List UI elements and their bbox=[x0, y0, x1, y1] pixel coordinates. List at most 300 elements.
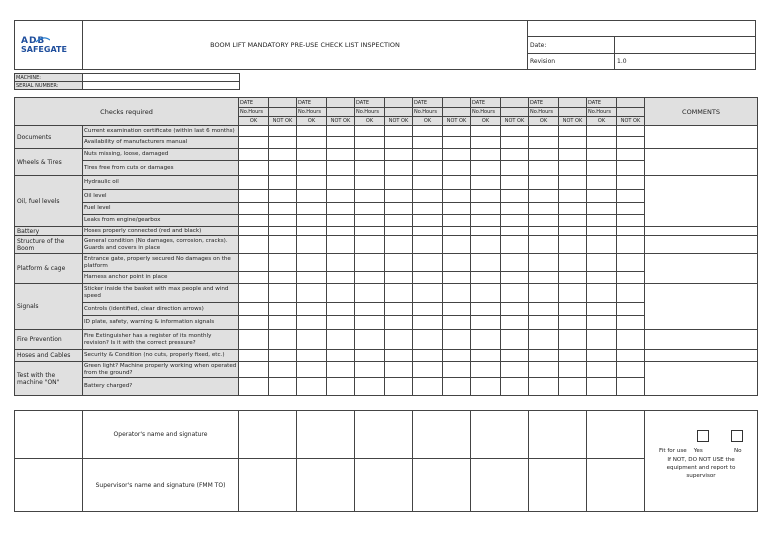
not-ok-cell[interactable] bbox=[501, 126, 529, 137]
ok-cell[interactable] bbox=[297, 362, 327, 378]
supervisor-signature-field[interactable] bbox=[471, 459, 529, 512]
ok-cell[interactable] bbox=[529, 272, 559, 284]
supervisor-signature-field[interactable] bbox=[239, 459, 297, 512]
ok-cell[interactable] bbox=[587, 362, 617, 378]
not-ok-cell[interactable] bbox=[327, 330, 355, 350]
ok-cell[interactable] bbox=[239, 316, 269, 330]
not-ok-cell[interactable] bbox=[443, 190, 471, 203]
not-ok-cell[interactable] bbox=[385, 137, 413, 149]
comment-cell[interactable] bbox=[645, 227, 758, 236]
ok-cell[interactable] bbox=[471, 137, 501, 149]
date-field-2[interactable] bbox=[327, 98, 355, 108]
not-ok-cell[interactable] bbox=[385, 272, 413, 284]
not-ok-cell[interactable] bbox=[327, 236, 355, 254]
ok-cell[interactable] bbox=[297, 378, 327, 396]
ok-cell[interactable] bbox=[529, 362, 559, 378]
not-ok-cell[interactable] bbox=[559, 303, 587, 316]
ok-cell[interactable] bbox=[355, 350, 385, 362]
not-ok-cell[interactable] bbox=[617, 316, 645, 330]
not-ok-cell[interactable] bbox=[327, 149, 355, 161]
comment-cell[interactable] bbox=[645, 254, 758, 284]
not-ok-cell[interactable] bbox=[443, 284, 471, 303]
not-ok-cell[interactable] bbox=[443, 303, 471, 316]
date-field-6[interactable] bbox=[559, 98, 587, 108]
not-ok-cell[interactable] bbox=[617, 330, 645, 350]
ok-cell[interactable] bbox=[587, 272, 617, 284]
hours-field-4[interactable] bbox=[443, 108, 471, 117]
ok-cell[interactable] bbox=[355, 254, 385, 272]
ok-cell[interactable] bbox=[413, 227, 443, 236]
operator-signature-field[interactable] bbox=[355, 411, 413, 459]
ok-cell[interactable] bbox=[529, 161, 559, 176]
ok-cell[interactable] bbox=[587, 190, 617, 203]
not-ok-cell[interactable] bbox=[385, 227, 413, 236]
ok-cell[interactable] bbox=[413, 176, 443, 190]
not-ok-cell[interactable] bbox=[385, 161, 413, 176]
ok-cell[interactable] bbox=[529, 303, 559, 316]
ok-cell[interactable] bbox=[529, 176, 559, 190]
ok-cell[interactable] bbox=[413, 378, 443, 396]
not-ok-cell[interactable] bbox=[617, 254, 645, 272]
not-ok-cell[interactable] bbox=[443, 254, 471, 272]
not-ok-cell[interactable] bbox=[443, 137, 471, 149]
supervisor-signature-field[interactable] bbox=[355, 459, 413, 512]
not-ok-cell[interactable] bbox=[327, 176, 355, 190]
ok-cell[interactable] bbox=[413, 272, 443, 284]
not-ok-cell[interactable] bbox=[501, 303, 529, 316]
ok-cell[interactable] bbox=[355, 227, 385, 236]
not-ok-cell[interactable] bbox=[327, 362, 355, 378]
ok-cell[interactable] bbox=[297, 149, 327, 161]
not-ok-cell[interactable] bbox=[617, 161, 645, 176]
ok-cell[interactable] bbox=[587, 176, 617, 190]
ok-cell[interactable] bbox=[529, 254, 559, 272]
ok-cell[interactable] bbox=[587, 161, 617, 176]
not-ok-cell[interactable] bbox=[559, 378, 587, 396]
not-ok-cell[interactable] bbox=[385, 215, 413, 227]
ok-cell[interactable] bbox=[471, 362, 501, 378]
ok-cell[interactable] bbox=[529, 203, 559, 215]
operator-signature-field[interactable] bbox=[529, 411, 587, 459]
ok-cell[interactable] bbox=[529, 350, 559, 362]
hours-field-3[interactable] bbox=[385, 108, 413, 117]
ok-cell[interactable] bbox=[355, 303, 385, 316]
comment-cell[interactable] bbox=[645, 284, 758, 330]
not-ok-cell[interactable] bbox=[385, 176, 413, 190]
not-ok-cell[interactable] bbox=[501, 330, 529, 350]
comment-cell[interactable] bbox=[645, 236, 758, 254]
not-ok-cell[interactable] bbox=[617, 176, 645, 190]
ok-cell[interactable] bbox=[471, 227, 501, 236]
not-ok-cell[interactable] bbox=[559, 203, 587, 215]
not-ok-cell[interactable] bbox=[501, 176, 529, 190]
ok-cell[interactable] bbox=[355, 330, 385, 350]
ok-cell[interactable] bbox=[239, 330, 269, 350]
not-ok-cell[interactable] bbox=[559, 161, 587, 176]
not-ok-cell[interactable] bbox=[559, 284, 587, 303]
not-ok-cell[interactable] bbox=[559, 126, 587, 137]
operator-signature-field[interactable] bbox=[239, 411, 297, 459]
ok-cell[interactable] bbox=[297, 316, 327, 330]
ok-cell[interactable] bbox=[355, 362, 385, 378]
operator-signature-field[interactable] bbox=[471, 411, 529, 459]
not-ok-cell[interactable] bbox=[501, 284, 529, 303]
not-ok-cell[interactable] bbox=[269, 362, 297, 378]
ok-cell[interactable] bbox=[355, 236, 385, 254]
ok-cell[interactable] bbox=[529, 126, 559, 137]
not-ok-cell[interactable] bbox=[269, 137, 297, 149]
ok-cell[interactable] bbox=[355, 137, 385, 149]
not-ok-cell[interactable] bbox=[443, 227, 471, 236]
not-ok-cell[interactable] bbox=[443, 272, 471, 284]
not-ok-cell[interactable] bbox=[559, 190, 587, 203]
ok-cell[interactable] bbox=[297, 227, 327, 236]
ok-cell[interactable] bbox=[297, 272, 327, 284]
not-ok-cell[interactable] bbox=[501, 350, 529, 362]
date-field[interactable] bbox=[615, 37, 756, 54]
not-ok-cell[interactable] bbox=[269, 126, 297, 137]
ok-cell[interactable] bbox=[529, 190, 559, 203]
not-ok-cell[interactable] bbox=[269, 254, 297, 272]
ok-cell[interactable] bbox=[587, 303, 617, 316]
supervisor-signature-field[interactable] bbox=[297, 459, 355, 512]
comment-cell[interactable] bbox=[645, 126, 758, 149]
not-ok-cell[interactable] bbox=[617, 227, 645, 236]
ok-cell[interactable] bbox=[471, 316, 501, 330]
ok-cell[interactable] bbox=[413, 330, 443, 350]
ok-cell[interactable] bbox=[471, 284, 501, 303]
ok-cell[interactable] bbox=[529, 330, 559, 350]
not-ok-cell[interactable] bbox=[501, 203, 529, 215]
ok-cell[interactable] bbox=[239, 272, 269, 284]
ok-cell[interactable] bbox=[297, 126, 327, 137]
not-ok-cell[interactable] bbox=[501, 378, 529, 396]
ok-cell[interactable] bbox=[297, 330, 327, 350]
ok-cell[interactable] bbox=[529, 215, 559, 227]
ok-cell[interactable] bbox=[471, 272, 501, 284]
not-ok-cell[interactable] bbox=[617, 303, 645, 316]
ok-cell[interactable] bbox=[587, 215, 617, 227]
comment-cell[interactable] bbox=[645, 350, 758, 362]
not-ok-cell[interactable] bbox=[559, 272, 587, 284]
not-ok-cell[interactable] bbox=[501, 316, 529, 330]
ok-cell[interactable] bbox=[471, 303, 501, 316]
operator-signature-field[interactable] bbox=[587, 411, 645, 459]
not-ok-cell[interactable] bbox=[617, 378, 645, 396]
ok-cell[interactable] bbox=[297, 161, 327, 176]
not-ok-cell[interactable] bbox=[327, 126, 355, 137]
not-ok-cell[interactable] bbox=[559, 362, 587, 378]
not-ok-cell[interactable] bbox=[443, 236, 471, 254]
not-ok-cell[interactable] bbox=[385, 284, 413, 303]
not-ok-cell[interactable] bbox=[501, 254, 529, 272]
not-ok-cell[interactable] bbox=[559, 316, 587, 330]
not-ok-cell[interactable] bbox=[617, 272, 645, 284]
not-ok-cell[interactable] bbox=[559, 350, 587, 362]
comment-cell[interactable] bbox=[645, 149, 758, 176]
date-field-1[interactable] bbox=[269, 98, 297, 108]
ok-cell[interactable] bbox=[413, 350, 443, 362]
ok-cell[interactable] bbox=[529, 236, 559, 254]
not-ok-cell[interactable] bbox=[269, 272, 297, 284]
ok-cell[interactable] bbox=[413, 254, 443, 272]
not-ok-cell[interactable] bbox=[443, 350, 471, 362]
ok-cell[interactable] bbox=[471, 215, 501, 227]
ok-cell[interactable] bbox=[471, 330, 501, 350]
comment-cell[interactable] bbox=[645, 362, 758, 396]
not-ok-cell[interactable] bbox=[327, 215, 355, 227]
fit-no-checkbox[interactable] bbox=[731, 430, 743, 442]
ok-cell[interactable] bbox=[239, 303, 269, 316]
not-ok-cell[interactable] bbox=[269, 316, 297, 330]
ok-cell[interactable] bbox=[587, 350, 617, 362]
ok-cell[interactable] bbox=[355, 272, 385, 284]
ok-cell[interactable] bbox=[471, 176, 501, 190]
not-ok-cell[interactable] bbox=[385, 254, 413, 272]
ok-cell[interactable] bbox=[587, 378, 617, 396]
ok-cell[interactable] bbox=[239, 362, 269, 378]
ok-cell[interactable] bbox=[413, 303, 443, 316]
not-ok-cell[interactable] bbox=[559, 227, 587, 236]
not-ok-cell[interactable] bbox=[269, 378, 297, 396]
ok-cell[interactable] bbox=[529, 378, 559, 396]
not-ok-cell[interactable] bbox=[385, 126, 413, 137]
not-ok-cell[interactable] bbox=[385, 378, 413, 396]
ok-cell[interactable] bbox=[355, 190, 385, 203]
ok-cell[interactable] bbox=[355, 176, 385, 190]
not-ok-cell[interactable] bbox=[559, 176, 587, 190]
ok-cell[interactable] bbox=[297, 303, 327, 316]
not-ok-cell[interactable] bbox=[327, 284, 355, 303]
hours-field-5[interactable] bbox=[501, 108, 529, 117]
ok-cell[interactable] bbox=[529, 149, 559, 161]
not-ok-cell[interactable] bbox=[269, 203, 297, 215]
not-ok-cell[interactable] bbox=[559, 137, 587, 149]
ok-cell[interactable] bbox=[529, 316, 559, 330]
not-ok-cell[interactable] bbox=[501, 161, 529, 176]
serial-number-field[interactable] bbox=[83, 82, 240, 90]
ok-cell[interactable] bbox=[413, 149, 443, 161]
not-ok-cell[interactable] bbox=[443, 126, 471, 137]
date-field-4[interactable] bbox=[443, 98, 471, 108]
ok-cell[interactable] bbox=[471, 236, 501, 254]
ok-cell[interactable] bbox=[587, 137, 617, 149]
ok-cell[interactable] bbox=[239, 137, 269, 149]
not-ok-cell[interactable] bbox=[501, 272, 529, 284]
not-ok-cell[interactable] bbox=[327, 203, 355, 215]
not-ok-cell[interactable] bbox=[269, 215, 297, 227]
not-ok-cell[interactable] bbox=[327, 137, 355, 149]
not-ok-cell[interactable] bbox=[501, 227, 529, 236]
ok-cell[interactable] bbox=[239, 236, 269, 254]
not-ok-cell[interactable] bbox=[385, 190, 413, 203]
operator-signature-field[interactable] bbox=[297, 411, 355, 459]
not-ok-cell[interactable] bbox=[443, 176, 471, 190]
ok-cell[interactable] bbox=[239, 227, 269, 236]
ok-cell[interactable] bbox=[355, 215, 385, 227]
ok-cell[interactable] bbox=[471, 161, 501, 176]
not-ok-cell[interactable] bbox=[617, 137, 645, 149]
ok-cell[interactable] bbox=[471, 254, 501, 272]
ok-cell[interactable] bbox=[587, 227, 617, 236]
ok-cell[interactable] bbox=[297, 137, 327, 149]
ok-cell[interactable] bbox=[355, 161, 385, 176]
hours-field-2[interactable] bbox=[327, 108, 355, 117]
not-ok-cell[interactable] bbox=[617, 190, 645, 203]
not-ok-cell[interactable] bbox=[269, 149, 297, 161]
ok-cell[interactable] bbox=[413, 284, 443, 303]
ok-cell[interactable] bbox=[413, 203, 443, 215]
ok-cell[interactable] bbox=[471, 203, 501, 215]
not-ok-cell[interactable] bbox=[385, 303, 413, 316]
ok-cell[interactable] bbox=[239, 254, 269, 272]
not-ok-cell[interactable] bbox=[559, 236, 587, 254]
not-ok-cell[interactable] bbox=[269, 176, 297, 190]
ok-cell[interactable] bbox=[297, 176, 327, 190]
not-ok-cell[interactable] bbox=[327, 190, 355, 203]
ok-cell[interactable] bbox=[413, 362, 443, 378]
ok-cell[interactable] bbox=[587, 149, 617, 161]
not-ok-cell[interactable] bbox=[559, 215, 587, 227]
not-ok-cell[interactable] bbox=[443, 362, 471, 378]
not-ok-cell[interactable] bbox=[501, 362, 529, 378]
not-ok-cell[interactable] bbox=[327, 378, 355, 396]
ok-cell[interactable] bbox=[413, 236, 443, 254]
not-ok-cell[interactable] bbox=[617, 203, 645, 215]
ok-cell[interactable] bbox=[355, 378, 385, 396]
machine-field[interactable] bbox=[83, 74, 240, 82]
ok-cell[interactable] bbox=[413, 161, 443, 176]
not-ok-cell[interactable] bbox=[327, 254, 355, 272]
not-ok-cell[interactable] bbox=[269, 190, 297, 203]
ok-cell[interactable] bbox=[297, 254, 327, 272]
not-ok-cell[interactable] bbox=[269, 161, 297, 176]
ok-cell[interactable] bbox=[587, 254, 617, 272]
ok-cell[interactable] bbox=[355, 126, 385, 137]
not-ok-cell[interactable] bbox=[385, 203, 413, 215]
ok-cell[interactable] bbox=[587, 284, 617, 303]
ok-cell[interactable] bbox=[239, 203, 269, 215]
supervisor-signature-field[interactable] bbox=[587, 459, 645, 512]
ok-cell[interactable] bbox=[413, 215, 443, 227]
ok-cell[interactable] bbox=[239, 176, 269, 190]
not-ok-cell[interactable] bbox=[385, 149, 413, 161]
not-ok-cell[interactable] bbox=[617, 236, 645, 254]
not-ok-cell[interactable] bbox=[269, 236, 297, 254]
not-ok-cell[interactable] bbox=[617, 350, 645, 362]
ok-cell[interactable] bbox=[297, 236, 327, 254]
not-ok-cell[interactable] bbox=[559, 149, 587, 161]
ok-cell[interactable] bbox=[355, 284, 385, 303]
ok-cell[interactable] bbox=[587, 330, 617, 350]
not-ok-cell[interactable] bbox=[385, 316, 413, 330]
not-ok-cell[interactable] bbox=[443, 316, 471, 330]
not-ok-cell[interactable] bbox=[269, 350, 297, 362]
fit-yes-checkbox[interactable] bbox=[697, 430, 709, 442]
date-field-5[interactable] bbox=[501, 98, 529, 108]
not-ok-cell[interactable] bbox=[327, 350, 355, 362]
ok-cell[interactable] bbox=[239, 126, 269, 137]
comment-cell[interactable] bbox=[645, 330, 758, 350]
not-ok-cell[interactable] bbox=[385, 362, 413, 378]
operator-signature-field[interactable] bbox=[413, 411, 471, 459]
ok-cell[interactable] bbox=[587, 203, 617, 215]
not-ok-cell[interactable] bbox=[327, 227, 355, 236]
ok-cell[interactable] bbox=[529, 284, 559, 303]
ok-cell[interactable] bbox=[471, 126, 501, 137]
not-ok-cell[interactable] bbox=[617, 126, 645, 137]
ok-cell[interactable] bbox=[297, 284, 327, 303]
ok-cell[interactable] bbox=[587, 126, 617, 137]
not-ok-cell[interactable] bbox=[327, 316, 355, 330]
not-ok-cell[interactable] bbox=[269, 284, 297, 303]
not-ok-cell[interactable] bbox=[443, 215, 471, 227]
ok-cell[interactable] bbox=[413, 190, 443, 203]
ok-cell[interactable] bbox=[297, 203, 327, 215]
not-ok-cell[interactable] bbox=[385, 350, 413, 362]
ok-cell[interactable] bbox=[239, 149, 269, 161]
date-field-3[interactable] bbox=[385, 98, 413, 108]
not-ok-cell[interactable] bbox=[385, 330, 413, 350]
ok-cell[interactable] bbox=[413, 126, 443, 137]
ok-cell[interactable] bbox=[413, 137, 443, 149]
ok-cell[interactable] bbox=[587, 316, 617, 330]
not-ok-cell[interactable] bbox=[269, 227, 297, 236]
hours-field-1[interactable] bbox=[269, 108, 297, 117]
not-ok-cell[interactable] bbox=[443, 378, 471, 396]
ok-cell[interactable] bbox=[239, 284, 269, 303]
supervisor-signature-field[interactable] bbox=[529, 459, 587, 512]
ok-cell[interactable] bbox=[529, 137, 559, 149]
not-ok-cell[interactable] bbox=[269, 303, 297, 316]
ok-cell[interactable] bbox=[239, 161, 269, 176]
ok-cell[interactable] bbox=[297, 190, 327, 203]
ok-cell[interactable] bbox=[239, 350, 269, 362]
not-ok-cell[interactable] bbox=[269, 330, 297, 350]
ok-cell[interactable] bbox=[297, 350, 327, 362]
not-ok-cell[interactable] bbox=[501, 215, 529, 227]
not-ok-cell[interactable] bbox=[617, 149, 645, 161]
ok-cell[interactable] bbox=[529, 227, 559, 236]
ok-cell[interactable] bbox=[471, 190, 501, 203]
not-ok-cell[interactable] bbox=[501, 190, 529, 203]
date-field-7[interactable] bbox=[617, 98, 645, 108]
not-ok-cell[interactable] bbox=[327, 272, 355, 284]
not-ok-cell[interactable] bbox=[559, 330, 587, 350]
not-ok-cell[interactable] bbox=[501, 236, 529, 254]
not-ok-cell[interactable] bbox=[617, 215, 645, 227]
supervisor-signature-field[interactable] bbox=[413, 459, 471, 512]
hours-field-6[interactable] bbox=[559, 108, 587, 117]
ok-cell[interactable] bbox=[239, 215, 269, 227]
ok-cell[interactable] bbox=[355, 316, 385, 330]
not-ok-cell[interactable] bbox=[501, 149, 529, 161]
ok-cell[interactable] bbox=[239, 190, 269, 203]
ok-cell[interactable] bbox=[471, 378, 501, 396]
not-ok-cell[interactable] bbox=[385, 236, 413, 254]
not-ok-cell[interactable] bbox=[559, 254, 587, 272]
ok-cell[interactable] bbox=[297, 215, 327, 227]
not-ok-cell[interactable] bbox=[501, 137, 529, 149]
comment-cell[interactable] bbox=[645, 176, 758, 227]
ok-cell[interactable] bbox=[471, 350, 501, 362]
ok-cell[interactable] bbox=[355, 203, 385, 215]
not-ok-cell[interactable] bbox=[443, 161, 471, 176]
ok-cell[interactable] bbox=[355, 149, 385, 161]
not-ok-cell[interactable] bbox=[617, 284, 645, 303]
ok-cell[interactable] bbox=[413, 316, 443, 330]
hours-field-7[interactable] bbox=[617, 108, 645, 117]
